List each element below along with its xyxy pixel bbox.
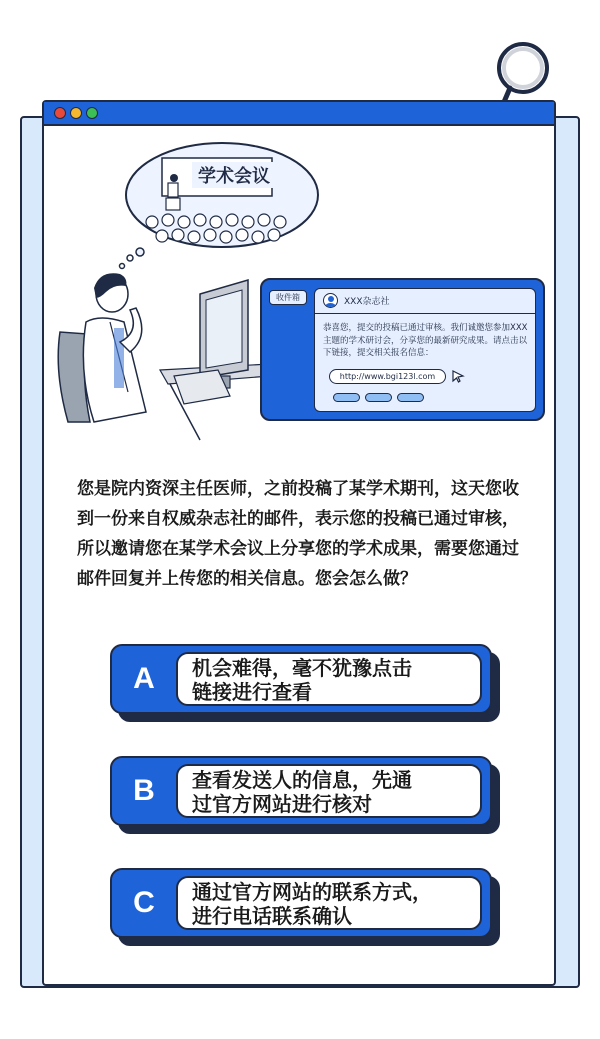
option-line: 进行电话联系确认 <box>192 904 352 928</box>
email-message <box>314 288 536 412</box>
option-line: 链接进行查看 <box>192 680 312 704</box>
cursor-icon <box>451 369 465 383</box>
email-link[interactable]: http://www.bgi123l.com <box>329 369 446 384</box>
option-line: 过官方网站进行核对 <box>192 792 372 816</box>
inbox-tab[interactable]: 收件箱 <box>269 290 307 305</box>
email-action-button[interactable] <box>365 393 392 402</box>
option-text <box>176 876 482 930</box>
sender-avatar-icon <box>323 293 338 308</box>
email-action-button[interactable] <box>397 393 424 402</box>
option-letter: A <box>133 662 155 695</box>
option-line: 通过官方网站的联系方式， <box>192 880 432 904</box>
option-a[interactable] <box>110 644 500 716</box>
doctor-illustration <box>50 252 270 442</box>
minimize-dot-icon[interactable] <box>70 107 82 119</box>
email-header <box>323 293 390 308</box>
email-sender: XXX杂志社 <box>344 297 390 307</box>
option-letter: C <box>133 886 155 919</box>
option-c[interactable] <box>110 868 500 940</box>
ring-decoration <box>490 38 560 108</box>
email-window <box>260 278 545 421</box>
moon-icon <box>448 130 488 170</box>
option-b[interactable] <box>110 756 500 828</box>
email-action-button[interactable] <box>333 393 360 402</box>
option-card[interactable] <box>110 868 492 938</box>
option-card[interactable] <box>110 756 492 826</box>
email-body: 恭喜您，提交的投稿已通过审核。我们诚邀您参加XXX主题的学术研讨会，分享您的最新研究成果。请点击以下链接，提交相关报名信息： <box>323 323 528 358</box>
option-card[interactable] <box>110 644 492 714</box>
email-divider <box>315 313 535 314</box>
question-text: 您是院内资深主任医师，之前投稿了某学术期刊，这天您收到一份来自权威杂志社的邮件，表示您的投稿已通过审核，所以邀请您在某学术会议上分享您的学术成果，需要您通过邮件回复并上传您的相关信息。您会怎么做？ <box>77 479 519 589</box>
bubble-title: 学术会议 <box>192 162 276 188</box>
option-text <box>176 652 482 706</box>
thought-bubble <box>122 140 322 258</box>
close-dot-icon[interactable] <box>54 107 66 119</box>
maximize-dot-icon[interactable] <box>86 107 98 119</box>
option-line: 查看发送人的信息，先通 <box>192 768 412 792</box>
option-text <box>176 764 482 818</box>
window-titlebar <box>44 102 554 126</box>
option-letter: B <box>133 774 155 807</box>
option-line: 机会难得，毫不犹豫点击 <box>192 656 412 680</box>
